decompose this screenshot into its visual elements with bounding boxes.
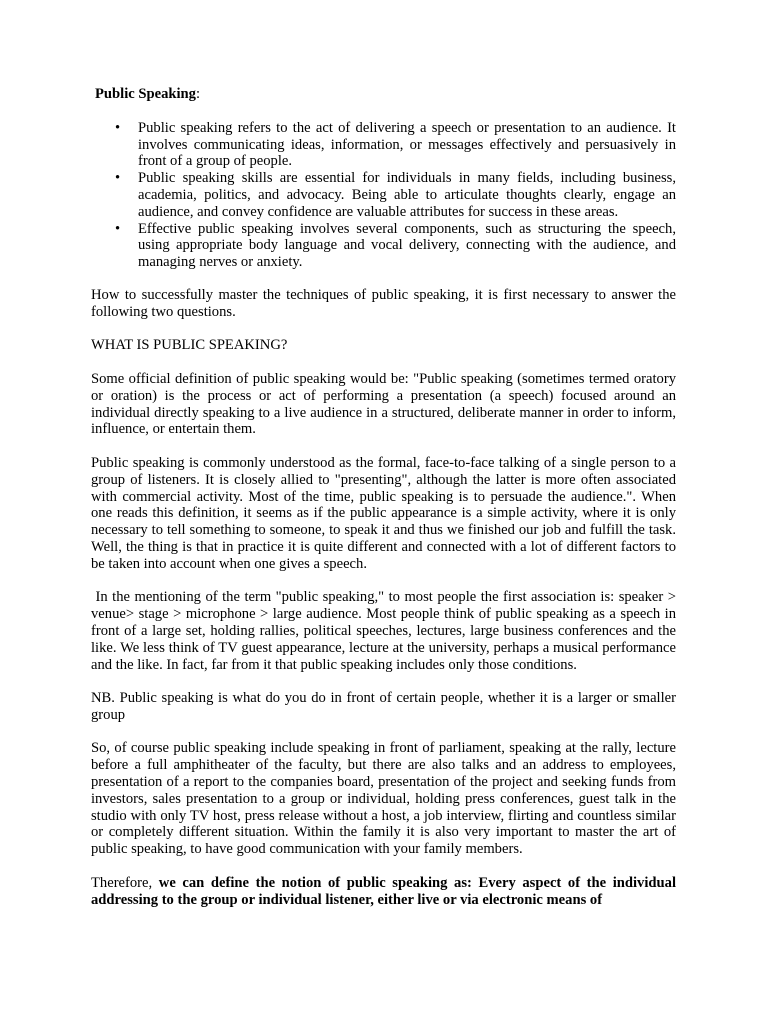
bullet-item-2 (115, 170, 676, 220)
bullet-icon: • (115, 220, 121, 237)
common-understanding-paragraph: Public speaking is commonly understood as the formal, face-to-face talking of a single person to a group of listeners. It is closely allied to "presenting", although the latter is more often associated with commercial activity. Most of the time, public speaking is to persuade the audience.". When one reads this definition, it seems as if the public appearance is a simple activity, where it is only necessary to tell something to someone, to speak it and thus we finished our job and fulfill the task. Well, the thing is that in practice it is quite different and connected with a lot of different factors to be taken into account when one gives a speech. (91, 454, 676, 572)
definition-paragraph: Some official definition of public speaking would be: "Public speaking (sometimes termed oratory or oration) is the process or act of performing a presentation (a speech) focused around an individual directly speaking to a live audience in a structured, deliberate manner in order to inform, influence, or entertain them. (91, 370, 676, 438)
intro-paragraph: How to successfully master the techniques of public speaking, it is first necessary to answer the following two questions. (91, 286, 676, 320)
bullet-text: Public speaking refers to the act of delivering a speech or presentation to an audience. It involves communicating ideas, information, or messages effectively and persuasively in front of a group of people. (138, 119, 676, 170)
bullet-item-3 (115, 220, 676, 271)
bullet-icon: • (115, 119, 121, 136)
document-page (91, 86, 680, 925)
heading-colon: : (195, 86, 201, 102)
bullet-list (91, 120, 676, 271)
bullet-item-1 (115, 119, 676, 170)
of-course-paragraph: So, of course public speaking include speaking in front of parliament, speaking at the rally, lecture before a full amphitheater of the faculty, but there are also talks and an address to employees, presentation of a report to the companies board, presentation of the project and seeking funds from investors, sales presentation to a group or individual, holding press conferences, guest talk in the studio with only TV host, press release without a host, a job interview, flirting and countless similar or completely different situation. Within the family it is also very important to master the art of public speaking, to have good communication with your family members. (91, 740, 676, 858)
bullet-text: Effective public speaking involves several components, such as structuring the speech, using appropriate body language and vocal delivery, connecting with the audience, and managing nerves or anxiety. (138, 220, 676, 271)
question-heading: WHAT IS PUBLIC SPEAKING? (91, 337, 288, 354)
mentioning-paragraph: In the mentioning of the term "public speaking," to most people the first association is: speaker > venue> stage > microphone > large audience. Most people think of public speaking as a speech in front of a large set, holding rallies, political speeches, lectures, large business conferences and the like. We less think of TV guest appearance, lecture at the university, perhaps a musical performance and the like. In fact, far from it that public speaking includes only those conditions. (91, 589, 680, 673)
bullet-text: Public speaking skills are essential for individuals in many fields, including business, academia, politics, and advocacy. Being able to articulate thoughts clearly, engage an audience, and convey confidence are valuable attributes for success in these areas. (138, 170, 676, 220)
heading-title: Public Speaking (95, 86, 196, 102)
therefore-paragraph (91, 875, 676, 909)
section-heading (95, 86, 676, 103)
bullet-icon: • (115, 170, 121, 187)
therefore-definition: we can define the notion of public speaking as: Every aspect of the individual addressing to the group or individual listener, either live or via electronic means of (91, 874, 676, 908)
therefore-lead: Therefore, (91, 874, 159, 891)
nb-paragraph: NB. Public speaking is what do you do in front of certain people, whether it is a larger or smaller group (91, 690, 676, 723)
